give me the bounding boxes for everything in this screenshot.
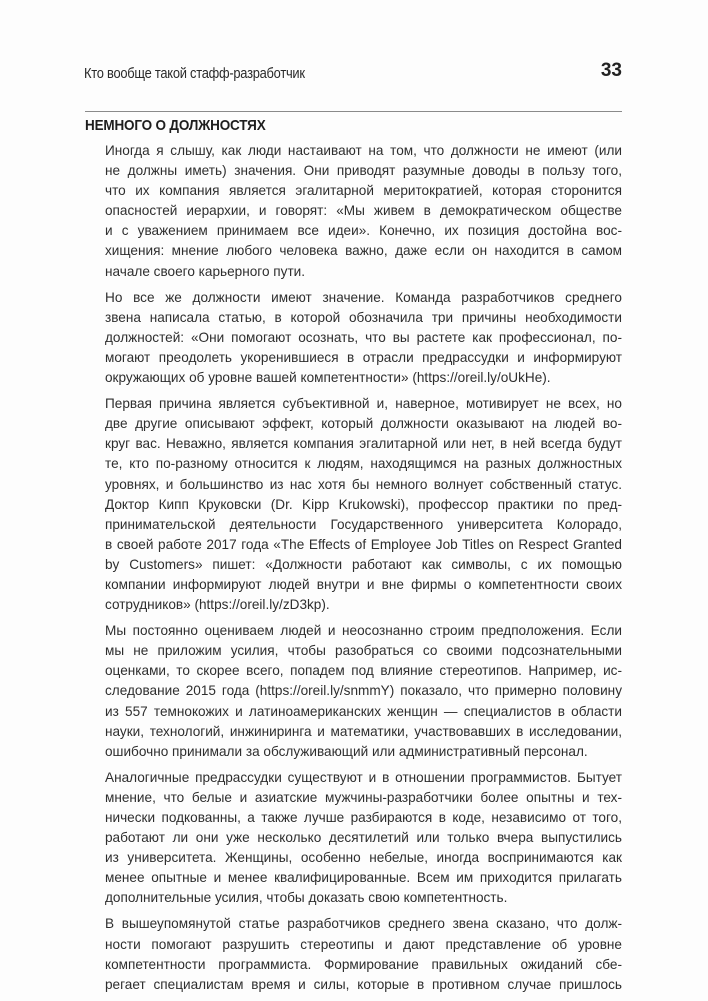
text-line: Первая причина является субъективной и, наверное, мотивирует не всех, но [105,396,622,412]
paragraph [105,621,622,762]
text-line: хищения: мнение любого человека важно, даже если он находится в самом [105,243,622,259]
header-rule [85,111,622,112]
text-line: ошибочно принимали за обслуживающий или административный персонал. [105,743,588,759]
text-line: те, кто по-разному относится к людям, находящимся на разных должностных [105,456,622,472]
text-line: опасностей иерархии, и говорят: «Мы живем в демократическом обществе [105,203,622,219]
text-line: сотрудников» (https://oreil.ly/zD3kp). [105,597,330,613]
text-line: Доктор Кипп Круковски (Dr. Kipp Krukowski), профессор практики по пред- [105,496,622,512]
paragraph [105,394,622,615]
text-line: мы не приложим усилия, чтобы разобраться со своими подсознательными [105,643,622,659]
text-line: уровнях, и большинство из нас хотя бы немного волнует собственный статус. [105,476,622,492]
text-line: могают преодолеть укоренившиеся в отрасли предрассудки и информируют [105,349,622,365]
page-number: 33 [600,60,622,81]
text-line: Но все же должности имеют значение. Команда разработчиков среднего [105,289,622,305]
text-line: окружающих об уровне вашей компетентности» (https://oreil.ly/oUkHe). [105,370,551,386]
text-line: компании информируют людей внутри и вне фирмы о компетентности своих [105,576,622,592]
body-text [105,141,622,1001]
text-line: не должны иметь) значения. Они приводят разумные доводы в пользу того, [105,163,622,179]
text-line: начале своего карьерного пути. [105,263,306,279]
text-line: by Customers» пишет: «Должности работают как символы, с их помощью [105,556,622,572]
text-line: регает специалистам время и силы, которые в противном случае пришлось [105,976,622,992]
text-line: две другие описывают эффект, который должности оказывают на людей во- [105,416,622,432]
text-line: круг вас. Неважно, является компания эгалитарной или нет, в ней всегда будут [105,436,622,452]
text-line: из 557 темнокожих и латиноамериканских женщин — специалистов в области [105,703,622,719]
section-heading: НЕМНОГО О ДОЛЖНОСТЯХ [85,117,266,134]
text-line: ности помогают разрушить стереотипы и дают представление об уровне [105,936,622,952]
text-line: работают ли они уже несколько десятилетий или только вчера выпустились [105,830,622,846]
text-line: Аналогичные предрассудки существуют и в отношении программистов. Бытует [105,769,622,785]
paragraph [105,141,622,282]
text-line: должностей: «Они помогают осознать, что вы растете как профессионал, по- [105,329,622,345]
text-line: науки, технологий, инжиниринга и математики, участвовавших в исследовании, [105,723,622,739]
text-line: из университета. Женщины, особенно небелые, иногда воспринимаются как [105,850,622,866]
running-head [84,62,622,86]
text-line: и с уважением принимаем все идеи». Конечно, их позиция достойна вос- [105,223,622,239]
text-line: звена написала статью, в которой обозначила три причины необходимости [105,309,622,325]
text-line: В вышеупомянутой статье разработчиков среднего звена сказано, что долж- [105,916,622,932]
text-line: что их компания является эгалитарной меритократией, которая сторонится [105,183,622,199]
paragraph [105,914,622,994]
paragraph [105,768,622,909]
text-line: Иногда я слышу, как люди настаивают на том, что должности не имеют (или [105,143,622,158]
text-line: следование 2015 года (https://oreil.ly/snmmY) показало, что примерно половину [105,683,622,699]
text-line: менее опытные и менее квалифицированные. Всем им приходится прилагать [105,870,622,886]
text-line: дополнительные усилия, чтобы доказать свою компетентность. [105,890,508,906]
text-line: оценками, то скорее всего, попадем под влияние стереотипов. Например, ис- [105,663,622,679]
text-line: компетентности программиста. Формирование правильных ожиданий сбе- [105,956,622,972]
text-line: нически подкованны, а также лучше разбираются в коде, независимо от того, [105,810,622,825]
paragraph [105,288,622,388]
text-line: принимательской деятельности Государственного университета Колорадо, [105,516,622,532]
text-line: мнение, что белые и азиатские мужчины-разработчики более опытны и тех- [105,789,622,805]
running-title: Кто вообще такой стафф-разработчик [84,65,305,82]
text-line: Мы постоянно оцениваем людей и неосознанно строим предположения. Если [105,623,622,639]
text-line: в своей работе 2017 года «The Effects of Employee Job Titles on Respect Granted [105,536,622,552]
